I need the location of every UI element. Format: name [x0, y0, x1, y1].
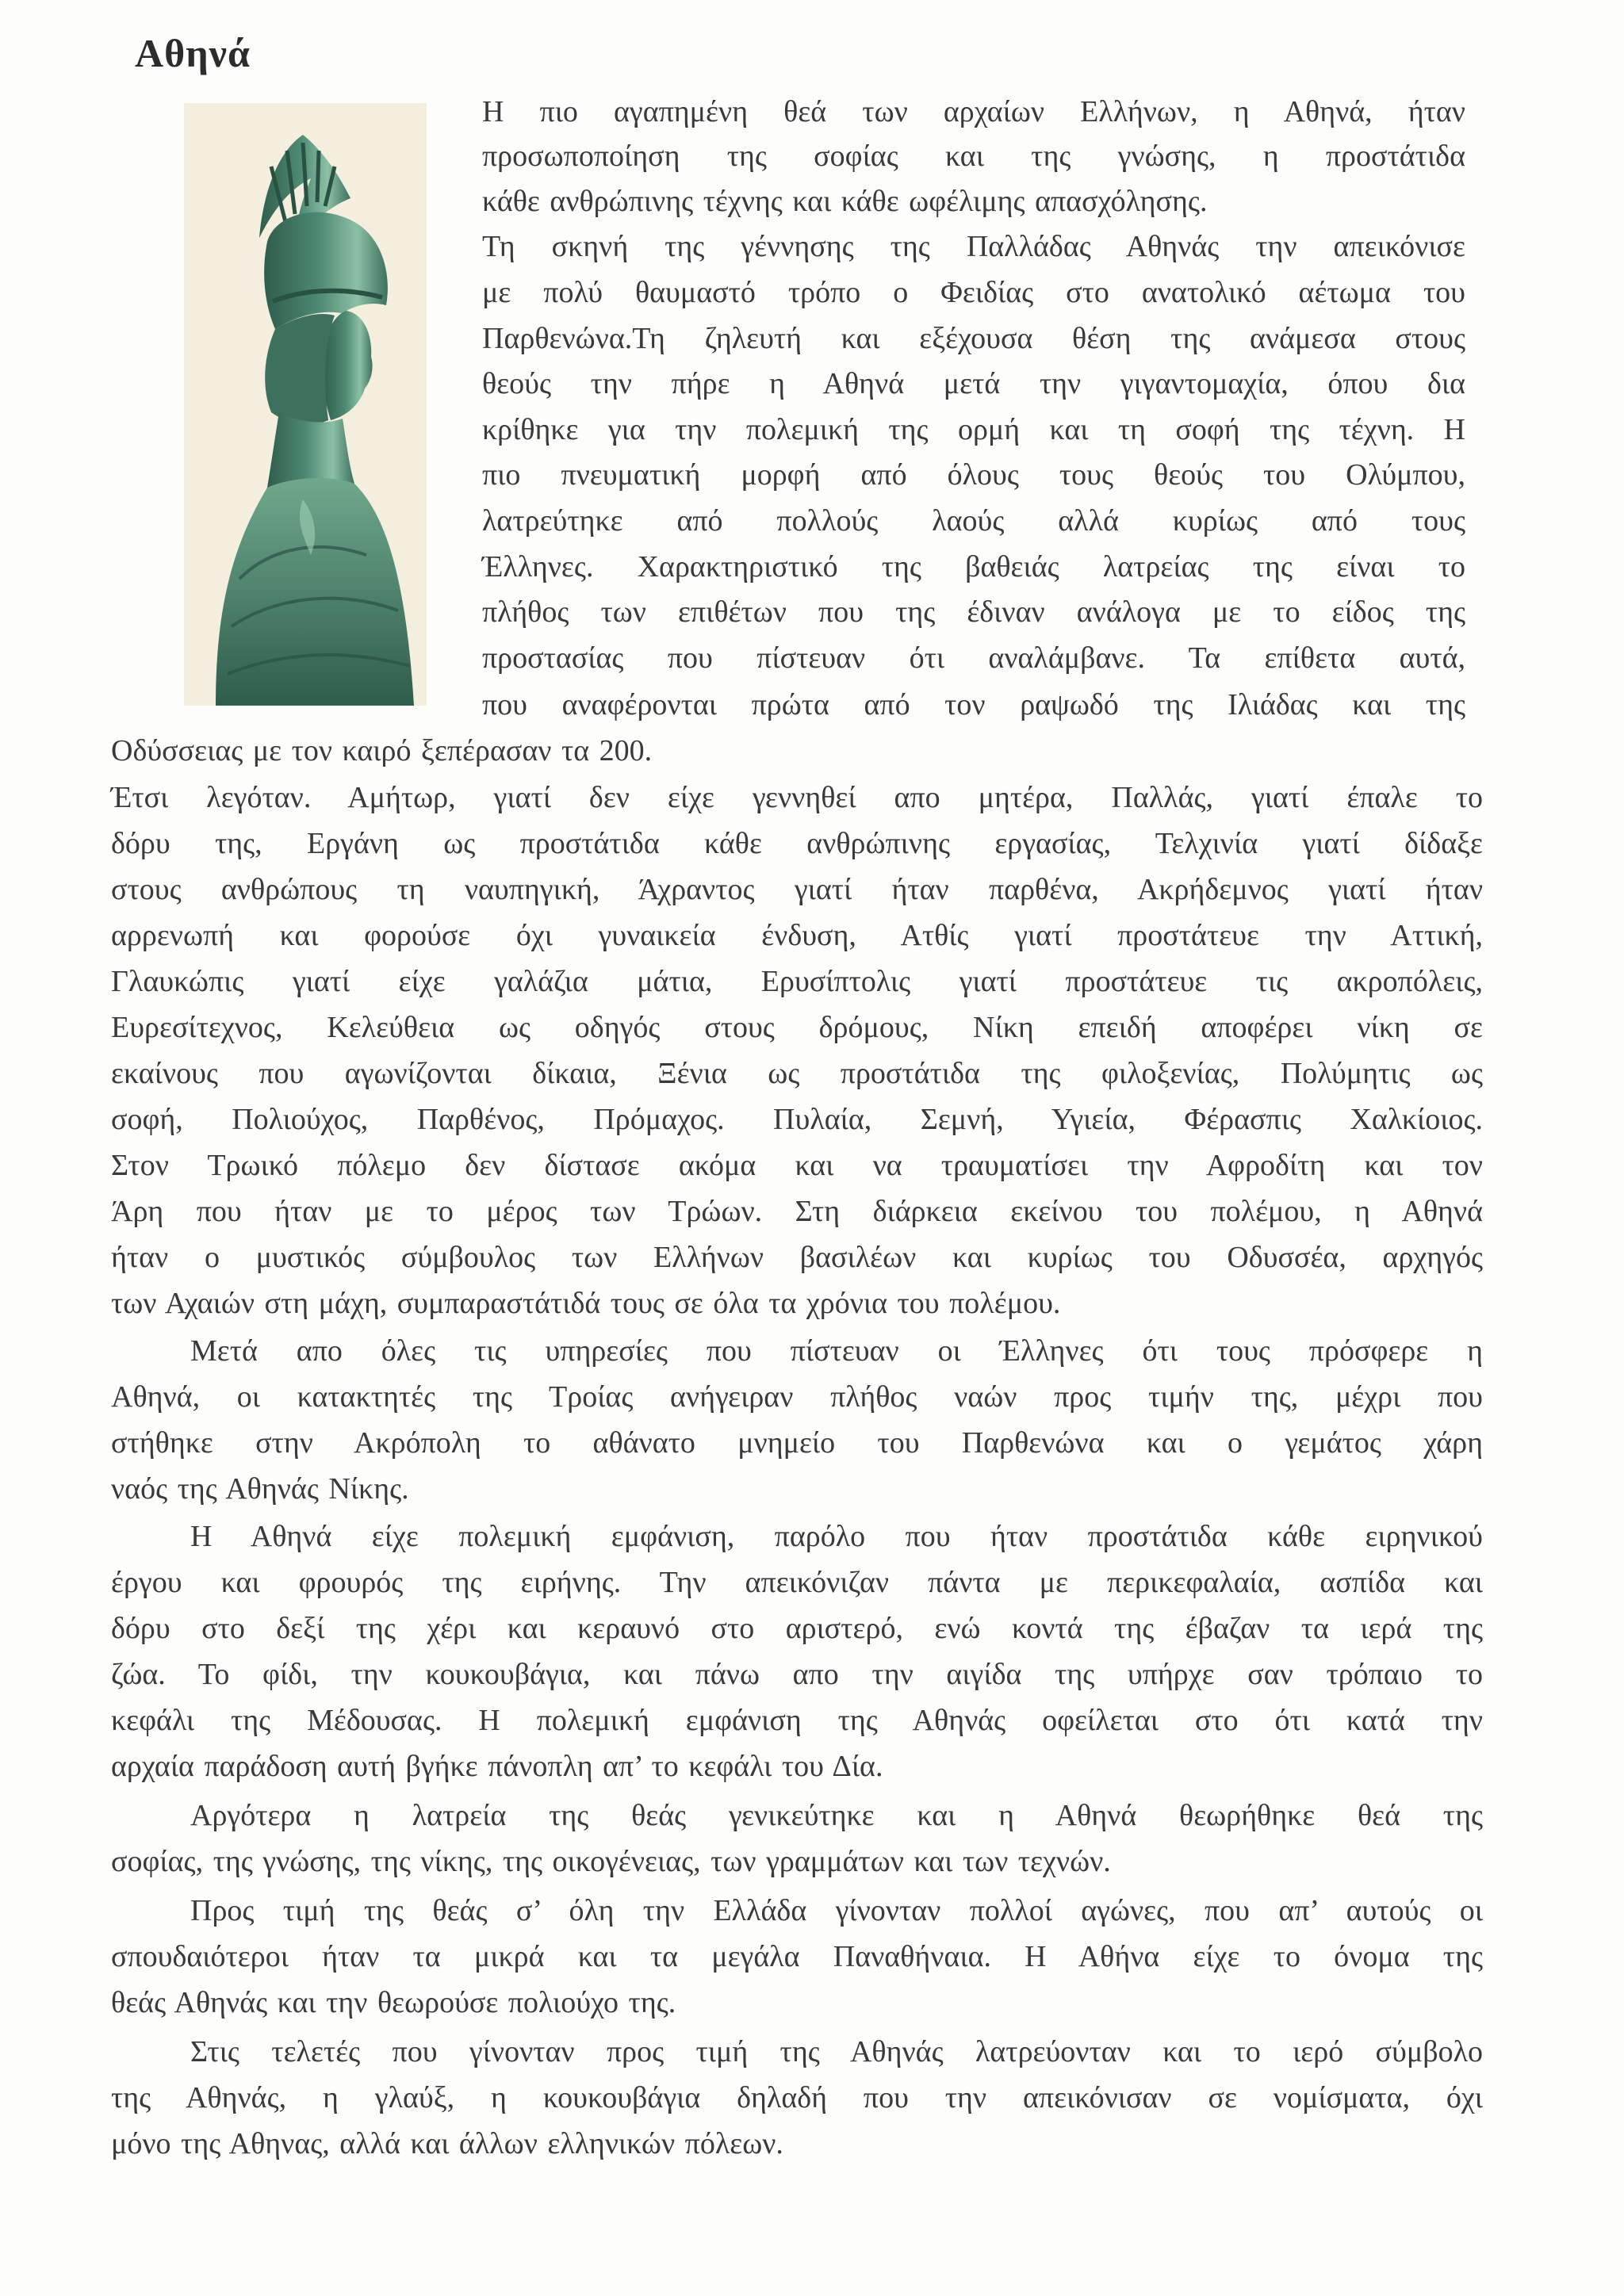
- body-line: έργου και φρουρός της ειρήνης. Την απεικόνιζαν πάντα με περικεφαλαία, ασπίδα και: [111, 1566, 1483, 1599]
- intro-line: Τη σκηνή της γέννησης της Παλλάδας Αθηνάς την απεικόνισε: [482, 230, 1465, 263]
- body-line: Έτσι λεγόταν. Αμήτωρ, γιατί δεν είχε γεννηθεί απο μητέρα, Παλλάς, γιατί έπαλε το: [111, 781, 1483, 814]
- body-line: των Αχαιών στη μάχη, συμπαραστάτιδά τους σε όλα τα χρόνια του πολέμου.: [111, 1287, 1061, 1320]
- body-line: ναός της Αθηνάς Νίκης.: [111, 1472, 409, 1506]
- athena-statue-image: [184, 103, 427, 706]
- intro-line: πιο πνευματική μορφή από όλους τους θεούς του Ολύμπου,: [482, 458, 1465, 492]
- body-line: της Αθηνάς, η γλαύξ, η κουκουβάγια δηλαδή που την απεικόνισαν σε νομίσματα, όχι: [111, 2081, 1483, 2114]
- body-line: σοφή, Πολιούχος, Παρθένος, Πρόμαχος. Πυλαία, Σεμνή, Υγιεία, Φέρασπις Χαλκίοιος.: [111, 1103, 1483, 1136]
- body-line: σπουδαιότεροι ήταν τα μικρά και τα μεγάλα Παναθήναια. Η Αθήνα είχε το όνομα της: [111, 1940, 1483, 1973]
- body-line: Οδύσσειας με τον καιρό ξεπέρασαν τα 200.: [111, 734, 653, 767]
- body-line: Γλαυκώπις γιατί είχε γαλάζια μάτια, Ερυσίπτολις γιατί προστάτευε τις ακροπόλεις,: [111, 965, 1483, 998]
- body-line: Στον Τρωικό πόλεμο δεν δίστασε ακόμα και να τραυματίσει την Αφροδίτη και τον: [111, 1149, 1483, 1182]
- athena-bronze-statue-image: [184, 103, 427, 706]
- body-line: ζώα. Το φίδι, την κουκουβάγια, και πάνω απο την αιγίδα της υπήρχε σαν τρόπαιο το: [111, 1658, 1483, 1691]
- body-line: αρρενωπή και φορούσε όχι γυναικεία ένδυση, Ατθίς γιατί προστάτευε την Αττική,: [111, 919, 1483, 952]
- body-line: αρχαία παράδοση αυτή βγήκε πάνοπλη απ’ το κεφάλι του Δία.: [111, 1750, 883, 1783]
- body-line: Άρη που ήταν με το μέρος των Τρώων. Στη διάρκεια εκείνου του πολέμου, η Αθηνά: [111, 1195, 1483, 1228]
- intro-line: Η πιο αγαπημένη θεά των αρχαίων Ελλήνων, η Αθηνά, ήταν: [482, 95, 1465, 128]
- body-line: ήταν ο μυστικός σύμβουλος των Ελλήνων βασιλέων και κυρίως του Οδυσσέα, αρχηγός: [111, 1241, 1483, 1274]
- intro-line: Έλληνες. Χαρακτηριστικό της βαθειάς λατρείας της είναι το: [482, 550, 1465, 584]
- intro-line: πλήθος των επιθέτων που της έδιναν ανάλογα με το είδος της: [482, 595, 1465, 629]
- body-line: στήθηκε στην Ακρόπολη το αθάνατο μνημείο του Παρθενώνα και ο γεμάτος χάρη: [111, 1426, 1483, 1460]
- intro-line: κρίθηκε για την πολεμική της ορμή και τη σοφή της τέχνη. Η: [482, 413, 1465, 446]
- intro-line: θεούς την πήρε η Αθηνά μετά την γιγαντομαχία, όπου δια: [482, 367, 1465, 400]
- body-line: δόρυ στο δεξί της χέρι και κεραυνό στο αριστερό, ενώ κοντά της έβαζαν τα ιερά της: [111, 1612, 1483, 1645]
- intro-line: κάθε ανθρώπινης τέχνης και κάθε ωφέλιμης απασχόλησης.: [482, 185, 1208, 218]
- body-line: στους ανθρώπους τη ναυπηγική, Άχραντος γιατί ήταν παρθένα, Ακρήδεμνος γιατί ήταν: [111, 873, 1483, 906]
- intro-line: με πολύ θαυμαστό τρόπο ο Φειδίας στο ανατολικό αέτωμα του: [482, 276, 1465, 309]
- intro-line: λατρεύτηκε από πολλούς λαούς αλλά κυρίως από τους: [482, 504, 1465, 538]
- body-line: Μετά απο όλες τις υπηρεσίες που πίστευαν οι Έλληνες ότι τους πρόσφερε η: [190, 1334, 1483, 1368]
- body-line: κεφάλι της Μέδουσας. Η πολεμική εμφάνιση της Αθηνάς οφείλεται στο ότι κατά την: [111, 1704, 1483, 1737]
- body-line: Αθηνά, οι κατακτητές της Τροίας ανήγειραν πλήθος ναών προς τιμήν της, μέχρι που: [111, 1380, 1483, 1414]
- body-line: μόνο της Αθηνας, αλλά και άλλων ελληνικών πόλεων.: [111, 2127, 783, 2160]
- body-line: Προς τιμή της θεάς σ’ όλη την Ελλάδα γίνονταν πολλοί αγώνες, που απ’ αυτούς οι: [190, 1894, 1483, 1927]
- body-line: Στις τελετές που γίνονταν προς τιμή της Αθηνάς λατρεύονταν και το ιερό σύμβολο: [190, 2035, 1483, 2068]
- intro-line: που αναφέρονται πρώτα από τον ραψωδό της Ιλιάδας και της: [482, 688, 1465, 721]
- body-line: σοφίας, της γνώσης, της νίκης, της οικογένειας, των γραμμάτων και των τεχνών.: [111, 1845, 1111, 1878]
- intro-line: προστασίας που πίστευαν ότι αναλάμβανε. Τα επίθετα αυτά,: [482, 641, 1465, 675]
- body-line: θεάς Αθηνάς και την θεωρούσε πολιούχο της.: [111, 1986, 676, 2019]
- body-line: Η Αθηνά είχε πολεμική εμφάνιση, παρόλο που ήταν προστάτιδα κάθε ειρηνικού: [190, 1520, 1483, 1553]
- body-line: δόρυ της, Εργάνη ως προστάτιδα κάθε ανθρώπινης εργασίας, Τελχινία γιατί δίδαξε: [111, 827, 1483, 860]
- body-line: Ευρεσίτεχνος, Κελεύθεια ως οδηγός στους δρόμους, Νίκη επειδή αποφέρει νίκη σε: [111, 1011, 1483, 1044]
- body-line: Αργότερα η λατρεία της θεάς γενικεύτηκε και η Αθηνά θεωρήθηκε θεά της: [190, 1799, 1483, 1832]
- page-title: Αθηνά: [135, 31, 251, 75]
- intro-line: προσωποποίηση της σοφίας και της γνώσης, η προστάτιδα: [482, 140, 1465, 173]
- body-line: εκαίνους που αγωνίζονται δίκαια, Ξένια ως προστάτιδα της φιλοξενίας, Πολύμητις ως: [111, 1057, 1483, 1090]
- intro-line: Παρθενώνα.Τη ζηλευτή και εξέχουσα θέση της ανάμεσα στους: [482, 322, 1465, 355]
